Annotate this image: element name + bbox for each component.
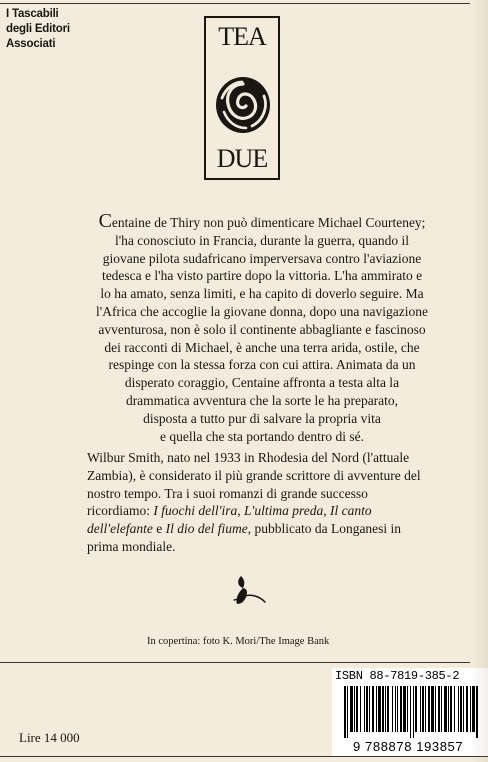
publisher-line-2: degli Editori [6,23,70,35]
barcode-bar [458,686,459,732]
barcode-bar [420,686,421,732]
barcode-bar [441,686,442,732]
barcode-bar [413,686,414,738]
book-title: Il canto [330,503,372,519]
barcode-bar [448,686,449,732]
barcode-bar [395,686,396,732]
barcode-bar [403,686,406,732]
barcode-bar [366,686,368,732]
barcode-bar [397,686,398,732]
barcode-bar [376,686,377,732]
barcode-bar [444,686,447,732]
barcode-bar [466,686,468,732]
book-title: dell'elefante [87,521,153,537]
cover-credit: In copertina: foto K. Mori/The Image Bank [147,636,330,647]
barcode-bar [344,686,346,738]
blurb-line: Centaine de Thiry non può dimenticare Michael Courteney; [98,210,426,232]
barcode-bar [387,686,389,732]
book-title: I fuochi dell'ira [153,503,238,519]
barcode-bar [392,686,393,732]
barcode-bar [425,686,426,732]
isbn-text: ISBN 88-7819-385-2 [335,669,460,683]
colophon-ornament-icon [231,574,271,608]
blurb-line: avventurosa, non è solo il continente abbagliante e fascinoso [98,321,426,337]
blurb-line: respinge con la stessa forza con cui attira. Animata da un [108,357,416,373]
barcode-digits: 9 788878 193857 [353,739,464,754]
blurb-line: l'Africa che accoglie la giovane donna, dopo una navigazione [96,303,428,319]
barcode-bar [454,686,455,732]
barcode-bar [410,686,411,738]
blurb-line: lo ha amato, senza limiti, e ha capito di doverlo seguire. Ma [100,286,424,302]
tea-due-logo [204,16,280,180]
logo-bottom-text: DUE [216,144,268,173]
bio-line: dell'elefante e Il dio del fiume, pubblicato da Longanesi in [87,521,402,537]
blurb-line: disposta a tutto pur di salvare la propria vita [143,410,381,426]
bottom-edge-line [0,756,488,757]
blurb-line: disperato coraggio, Centaine affronta a testa alta la [124,375,400,391]
barcode-bar [364,686,365,732]
blurb-line: giovane pilota sudafricano imperversava contro l'aviazione [102,250,422,266]
top-divider [0,3,470,4]
barcode-bar [382,686,384,732]
barcode-bar [369,686,370,732]
barcode-bar [385,686,386,732]
book-title: L'ultima preda [243,503,324,519]
bio-line: ricordiamo: I fuochi dell'ira, L'ultima preda, Il canto [87,503,372,519]
publisher-line-1: I Tascabili [6,8,59,20]
bottom-divider [0,662,470,663]
price-label: Lire 14 000 [19,730,80,745]
barcode-bar [354,686,355,732]
bio-line: nostro tempo. Tra i suoi romanzi di grande successo [87,485,368,501]
barcode-bar [360,686,361,732]
barcode-bar [435,686,436,732]
barcode-bar [350,686,353,732]
author-bio [87,449,477,556]
bio-line: Wilbur Smith, nato nel 1933 in Rhodesia del Nord (l'attuale [87,450,410,465]
blurb-line: tedesca e l'ha visto partire dopo la vittoria. L'ha ammirato e [101,268,423,284]
bio-line: Zambia), è considerato il più grande scrittore di avventure del [87,467,421,483]
barcode-bar [372,686,374,732]
blurb-line: l'ha conosciuto in Francia, durante la guerra, quando il [114,232,410,248]
blurb-line: drammatica avventura che la sorte le ha preparato, [125,392,399,408]
barcode-bar [378,686,381,732]
barcode [342,686,482,738]
blurb-line: e quella che sta portando dentro di sé. [160,428,364,444]
barcode-bar [438,686,440,732]
barcode-bar [400,686,402,732]
bio-line: prima mondiale. [87,538,176,554]
book-title: Il dio del fiume [165,521,248,537]
blurb-line: dei racconti di Michael, è anche una terra arida, ostile, che [104,339,420,355]
barcode-bar [450,686,452,732]
barcode-bar [422,686,424,732]
barcode-bar [407,686,408,732]
barcode-bar [356,686,358,732]
barcode-bar [463,686,464,732]
barcode-bar [347,686,348,738]
blurb-text [57,210,467,445]
barcode-bar [460,686,462,732]
publisher-line-3: Associati [6,38,56,50]
barcode-bar [431,686,434,732]
drop-cap: C [98,210,112,232]
barcode-bar [428,686,430,732]
page-edge-shadow [470,0,488,762]
rose-icon [212,72,274,136]
logo-top-text: TEA [218,22,266,51]
barcode-bar [415,686,417,732]
